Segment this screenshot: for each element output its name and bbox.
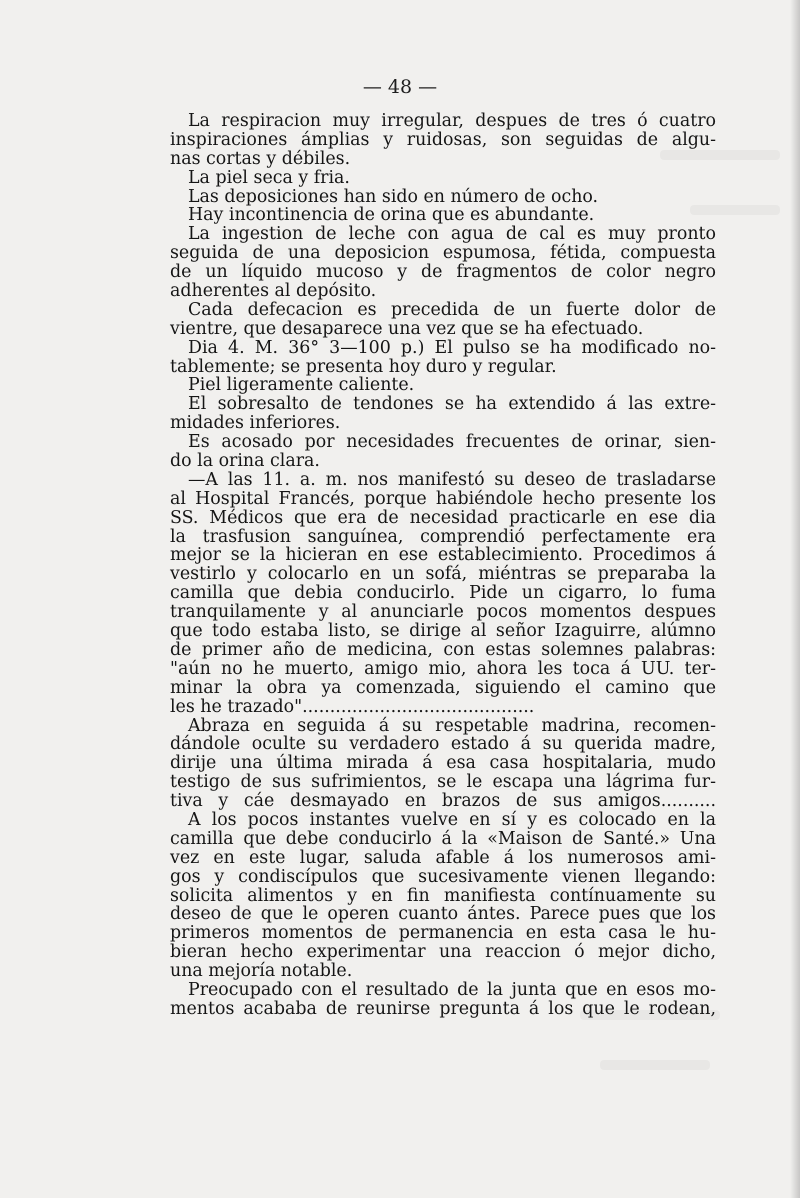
text-line: seguida de una deposicion espumosa, fétida, compuesta <box>170 243 716 264</box>
text-line: vestirlo y colocarlo en un sofá, miéntras se preparaba la <box>170 564 716 585</box>
text-line: la trasfusion sanguínea, comprendió perfectamente era <box>170 526 716 547</box>
text-line: dándole oculte su verdadero estado á su querida madre, <box>170 734 716 755</box>
text-line: Hay incontinencia de orina que es abundante. <box>188 205 595 226</box>
text-line: Abraza en seguida á su respetable madrina, recomen- <box>188 715 716 736</box>
text-line: Dia 4. M. 36° 3—100 p.) El pulso se ha modificado no- <box>188 337 716 358</box>
text-line: dirije una última mirada á esa casa hospitalaria, mudo <box>170 753 716 774</box>
text-line: vientre, que desaparece una vez que se ha efectuado. <box>170 318 644 339</box>
text-line: A los pocos instantes vuelve en sí y es colocado en la <box>188 809 716 830</box>
text-line: tablemente; se presenta hoy duro y regular. <box>170 356 557 377</box>
text-line: do la orina clara. <box>170 451 320 472</box>
text-line: al Hospital Francés, porque habiéndole hecho presente los <box>170 488 716 509</box>
text-line: La piel seca y fria. <box>188 167 350 188</box>
page-edge-shadow <box>790 0 800 1198</box>
text-line: tiva y cáe desmayado en brazos de sus amigos.......... <box>170 791 716 812</box>
text-line: mejor se la hicieran en ese establecimiento. Procedimos á <box>170 545 716 566</box>
text-line: mentos acababa de reunirse pregunta á los que le rodean, <box>170 998 716 1019</box>
text-line: de un líquido mucoso y de fragmentos de color negro <box>170 262 716 283</box>
text-line: Cada defecacion es precedida de un fuerte dolor de <box>188 299 716 320</box>
text-line: Preocupado con el resultado de la junta que en esos mo- <box>188 979 716 1000</box>
text-line: adherentes al depósito. <box>170 281 377 302</box>
text-line: solicita alimentos y en fin manifiesta contínuamente su <box>170 885 716 906</box>
text-line: La respiracion muy irregular, despues de tres ó cuatro <box>188 111 716 131</box>
text-line: gos y condiscípulos que sucesivamente vienen llegando: <box>170 866 716 887</box>
text-line: bieran hecho experimentar una reaccion ó mejor dicho, <box>170 942 716 963</box>
text-line: tranquilamente y al anunciarle pocos momentos despues <box>170 602 716 623</box>
text-line: vez en este lugar, saluda afable á los numerosos ami- <box>170 847 716 868</box>
body-text <box>170 112 716 1019</box>
text-line: Piel ligeramente caliente. <box>188 375 415 396</box>
text-line: nas cortas y débiles. <box>170 148 351 169</box>
text-line: midades inferiores. <box>170 413 341 434</box>
text-line: inspiraciones ámplias y ruidosas, son seguidas de algu- <box>170 129 716 150</box>
text-line: minar la obra ya comenzada, siguiendo el camino que <box>170 677 716 698</box>
text-line: testigo de sus sufrimientos, se le escapa una lágrima fur- <box>170 772 716 793</box>
text-line: deseo de que le operen cuanto ántes. Parece pues que los <box>170 904 716 925</box>
text-line: Es acosado por necesidades frecuentes de orinar, sien- <box>188 432 716 453</box>
text-line: les he trazado".......................................... <box>170 696 535 717</box>
text-line: de primer año de medicina, con estas solemnes palabras: <box>170 639 716 660</box>
text-line: La ingestion de leche con agua de cal es muy pronto <box>188 224 716 245</box>
text-line: Las deposiciones han sido en número de ocho. <box>188 186 599 207</box>
page-number: — 48 — <box>362 76 438 98</box>
text-line: SS. Médicos que era de necesidad practicarle en ese dia <box>170 507 716 528</box>
text-line: primeros momentos de permanencia en esta casa le hu- <box>170 923 716 944</box>
text-line: que todo estaba listo, se dirige al señor Izaguirre, alúmno <box>170 621 716 642</box>
text-line: —A las 11. a. m. nos manifestó su deseo de trasladarse <box>188 469 716 490</box>
text-line: camilla que debe conducirlo á la «Maison de Santé.» Una <box>170 828 716 849</box>
text-line: El sobresalto de tendones se ha extendido á las extre- <box>188 394 716 415</box>
text-line: una mejoría notable. <box>170 961 353 982</box>
show-through-mark <box>600 1060 710 1070</box>
text-line: camilla que debia conducirlo. Pide un cigarro, lo fuma <box>170 583 716 604</box>
text-line: "aún no he muerto, amigo mio, ahora les toca á UU. ter- <box>170 658 716 679</box>
